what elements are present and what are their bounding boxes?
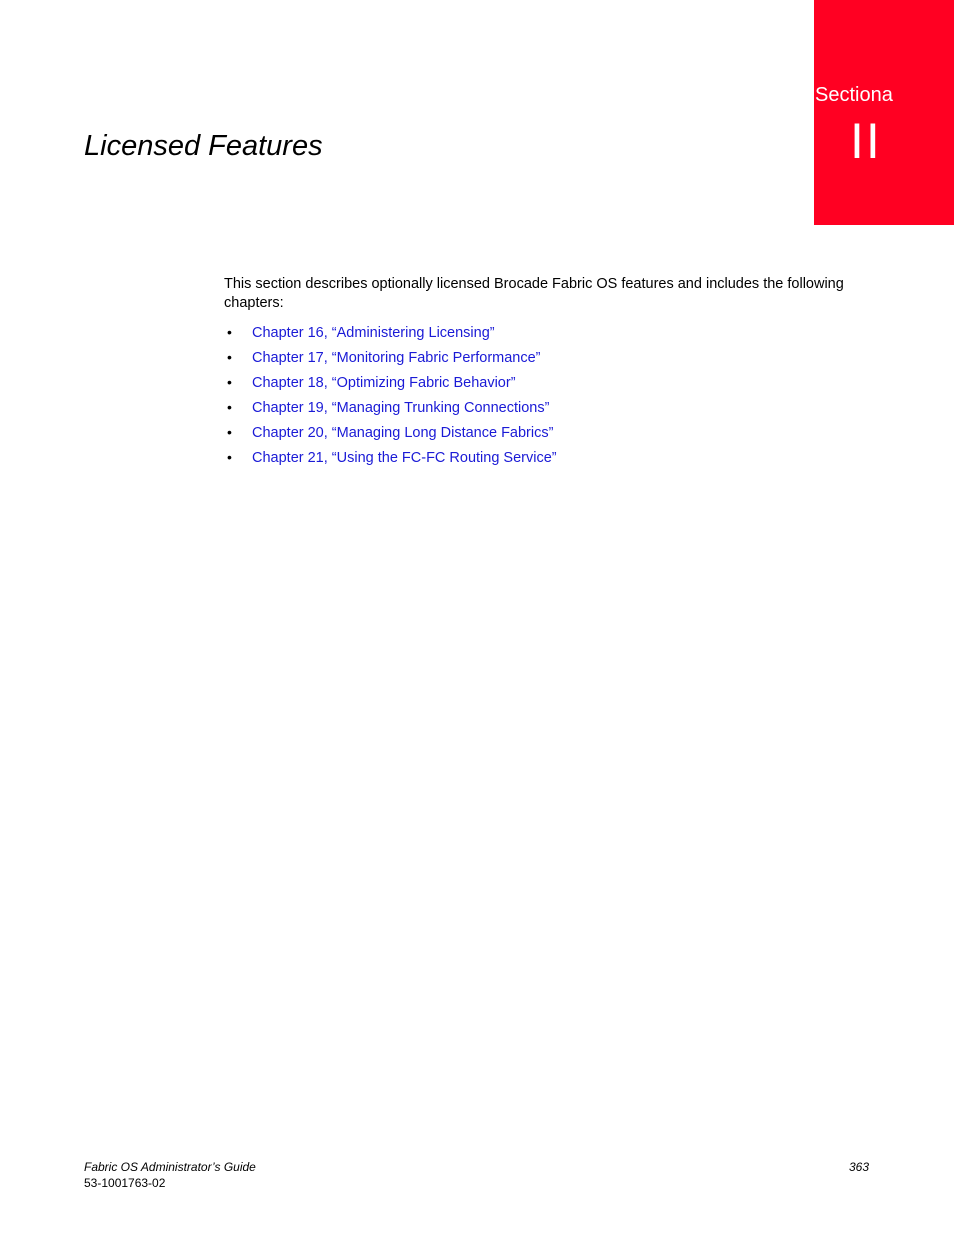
section-number: II	[850, 113, 882, 169]
chapter-list-item	[224, 446, 557, 471]
footer-left	[84, 1159, 256, 1191]
section-tab	[814, 0, 954, 225]
chapter-list-item	[224, 396, 557, 421]
chapter-list-item	[224, 346, 557, 371]
intro-paragraph: This section describes optionally licensed Brocade Fabric OS features and includes the following chapters:	[224, 276, 844, 311]
chapter-17-link[interactable]: Chapter 17, “Monitoring Fabric Performance”	[252, 350, 541, 366]
chapter-list-item	[224, 371, 557, 396]
bullet-icon: •	[227, 424, 232, 440]
chapter-list-item	[224, 421, 557, 446]
bullet-icon: •	[227, 449, 232, 465]
chapter-list	[224, 321, 557, 471]
bullet-icon: •	[227, 374, 232, 390]
chapter-19-link[interactable]: Chapter 19, “Managing Trunking Connections”	[252, 400, 550, 416]
chapter-21-link[interactable]: Chapter 21, “Using the FC-FC Routing Service”	[252, 450, 557, 466]
page-title: Licensed Features	[84, 130, 323, 162]
footer-page-number: 363	[849, 1160, 870, 1174]
bullet-icon: •	[227, 349, 232, 365]
bullet-icon: •	[227, 399, 232, 415]
section-label: Sectiona	[815, 84, 893, 106]
chapter-16-link[interactable]: Chapter 16, “Administering Licensing”	[252, 325, 495, 341]
footer-doc-number: 53-1001763-02	[84, 1176, 166, 1190]
chapter-18-link[interactable]: Chapter 18, “Optimizing Fabric Behavior”	[252, 375, 516, 391]
bullet-icon: •	[227, 324, 232, 340]
chapter-20-link[interactable]: Chapter 20, “Managing Long Distance Fabrics”	[252, 425, 554, 441]
chapter-list-item	[224, 321, 557, 346]
footer-doc-title: Fabric OS Administrator’s Guide	[84, 1160, 256, 1174]
